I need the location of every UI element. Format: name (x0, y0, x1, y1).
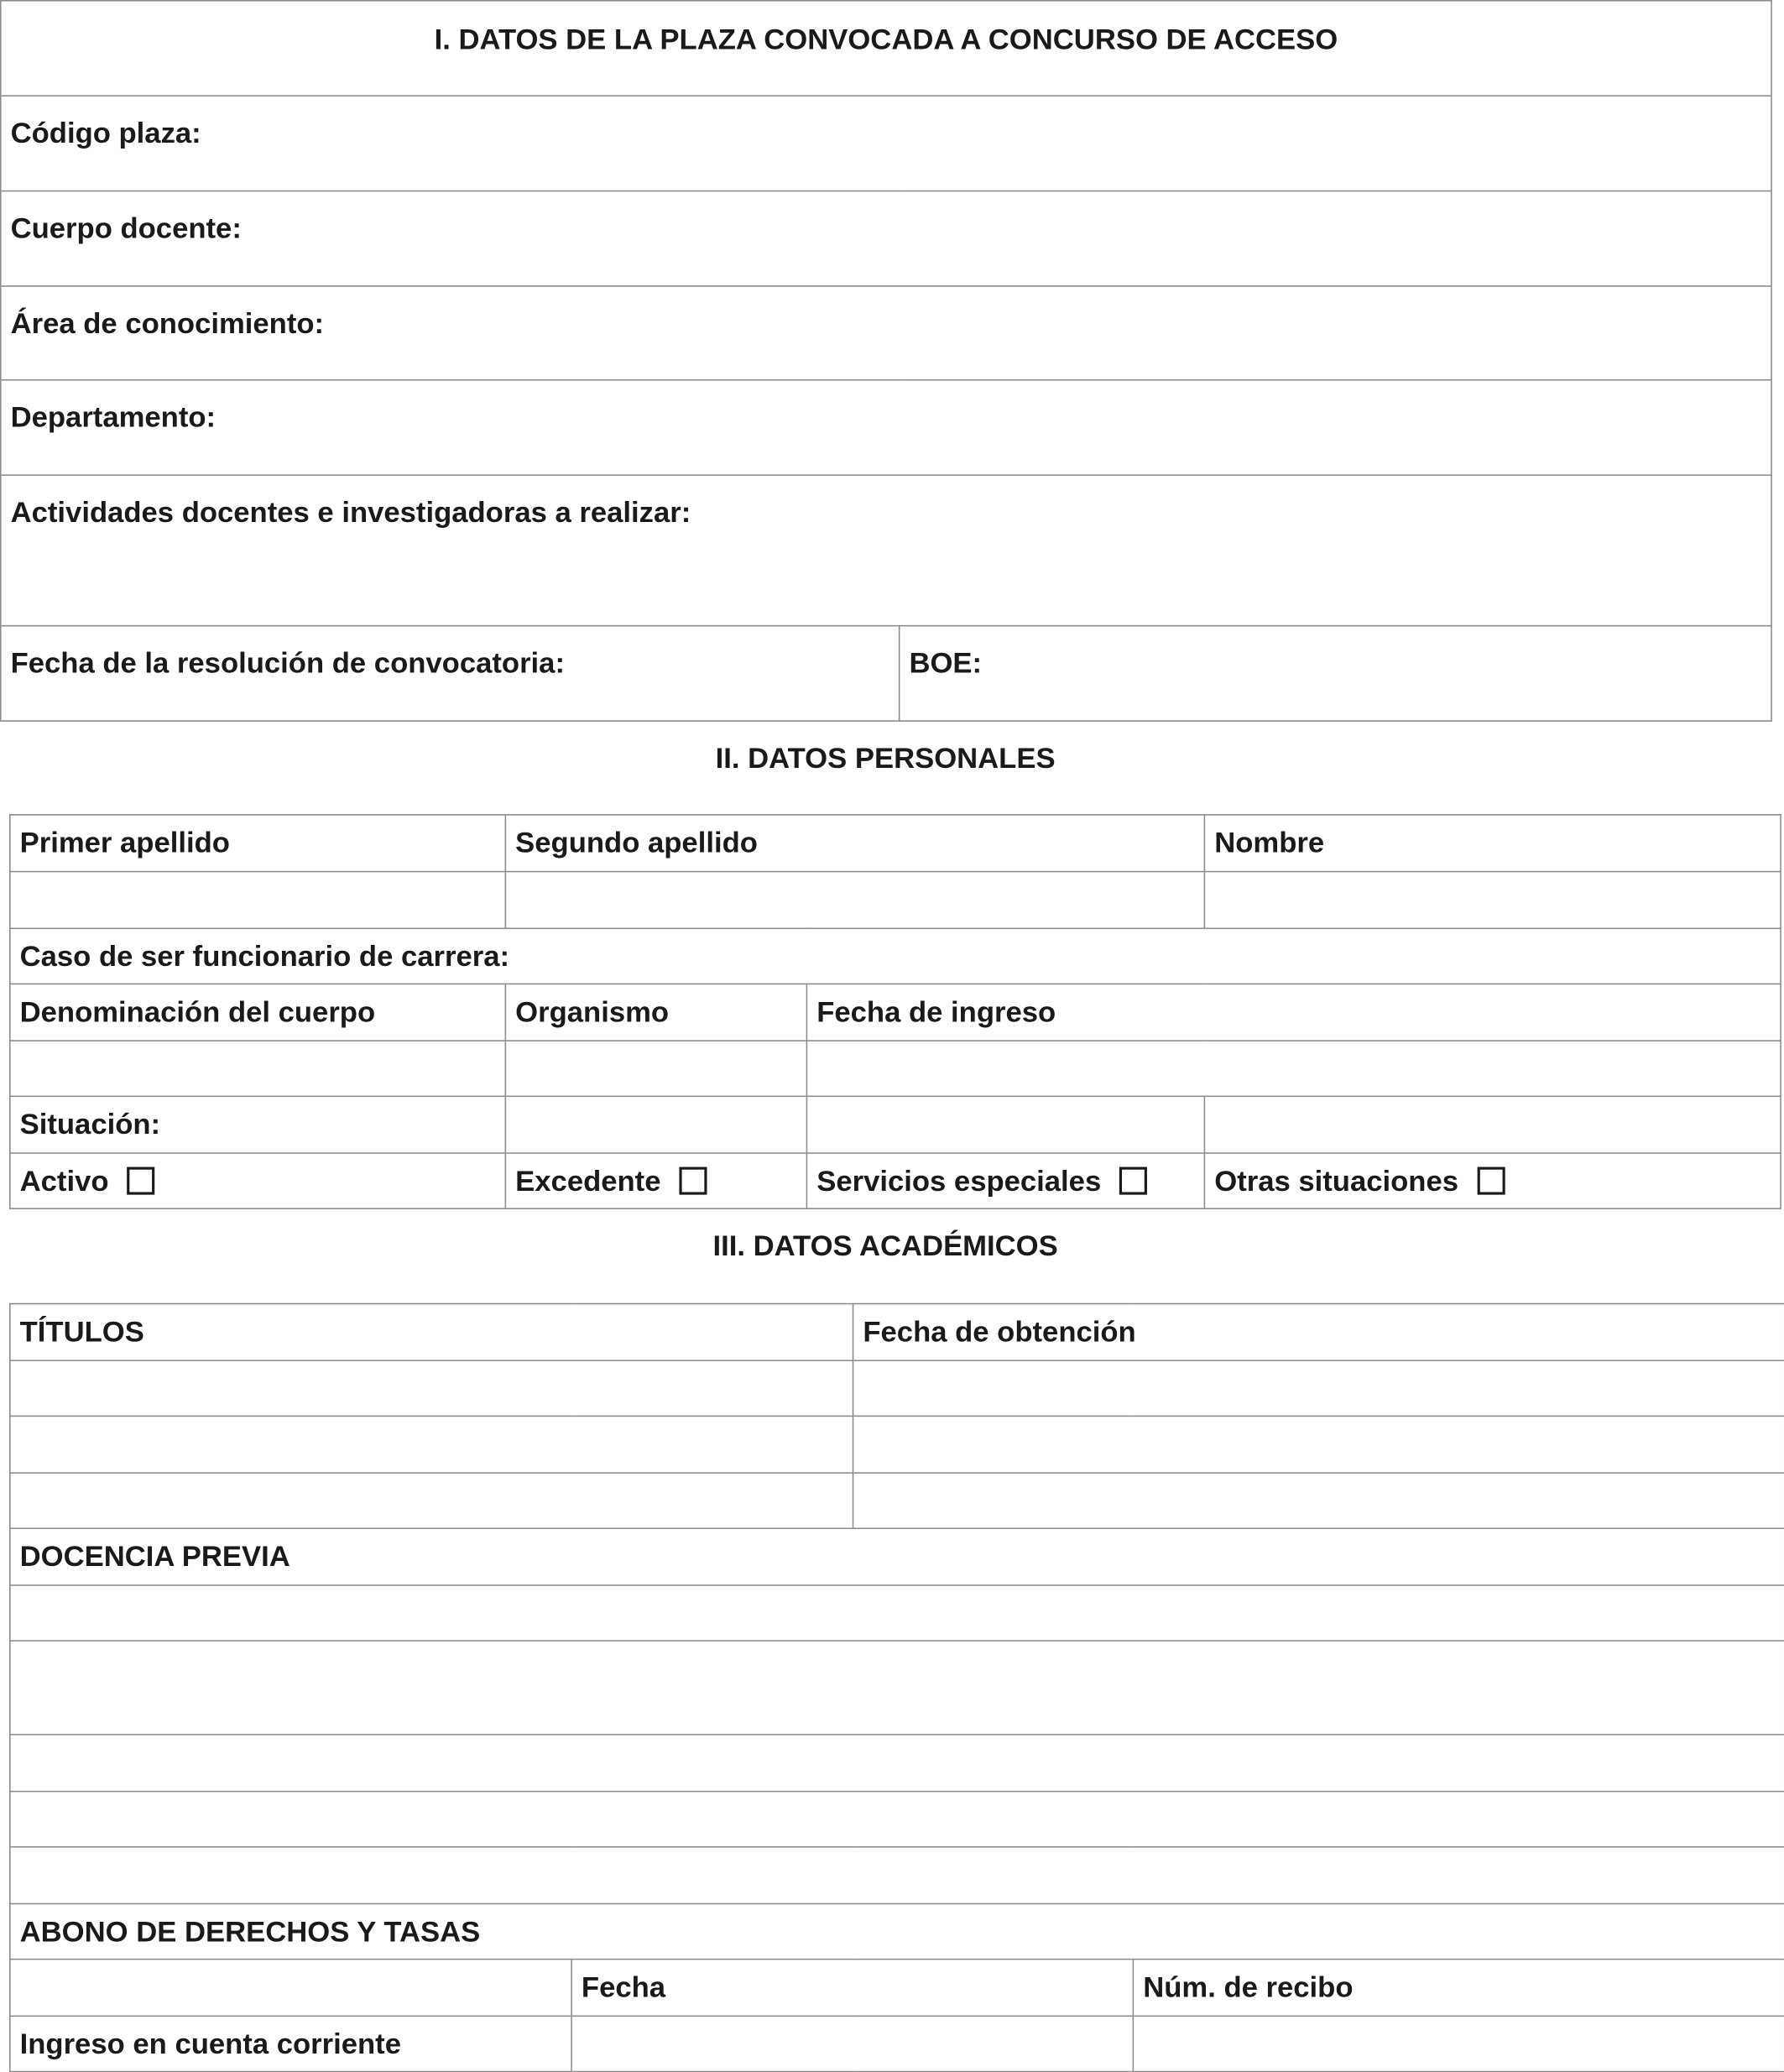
organismo-input[interactable] (505, 1041, 806, 1096)
fecha-obtencion-label: Fecha de obtención (853, 1304, 1784, 1361)
num-recibo-input[interactable] (1133, 2016, 1784, 2071)
excedente-checkbox[interactable] (680, 1166, 707, 1194)
segundo-apellido-label: Segundo apellido (505, 815, 1204, 872)
docencia-previa-input[interactable] (10, 1735, 1784, 1792)
fecha-obtencion-input[interactable] (853, 1416, 1784, 1473)
ingreso-cuenta-label: Ingreso en cuenta corriente (10, 2016, 571, 2071)
empty-cell (10, 1960, 571, 2017)
denominacion-cuerpo-label: Denominación del cuerpo (10, 984, 506, 1041)
cuerpo-docente-field[interactable]: Cuerpo docente: (1, 191, 1771, 286)
empty-cell (505, 1096, 806, 1153)
nombre-input[interactable] (1204, 872, 1781, 929)
fecha-label: Fecha (571, 1960, 1133, 2017)
section-1-title: I. DATOS DE LA PLAZA CONVOCADA A CONCURSO DE ACCESO (1, 1, 1771, 96)
abono-label: ABONO DE DERECHOS Y TASAS (10, 1903, 1784, 1959)
fecha-obtencion-input[interactable] (853, 1473, 1784, 1528)
docencia-previa-input[interactable] (10, 1585, 1784, 1641)
area-conocimiento-field[interactable]: Área de conocimiento: (1, 286, 1771, 380)
situacion-label: Situación: (10, 1096, 506, 1153)
boe-field[interactable]: BOE: (900, 626, 1771, 721)
activo-checkbox[interactable] (128, 1166, 155, 1194)
organismo-label: Organismo (505, 984, 806, 1041)
empty-cell (806, 1096, 1204, 1153)
primer-apellido-label: Primer apellido (10, 815, 506, 872)
fecha-ingreso-input[interactable] (806, 1041, 1781, 1096)
actividades-field[interactable]: Actividades docentes e investigadoras a realizar: (1, 475, 1771, 626)
fecha-input[interactable] (571, 2016, 1133, 2071)
denominacion-cuerpo-input[interactable] (10, 1041, 506, 1096)
docencia-previa-input[interactable] (10, 1792, 1784, 1847)
excedente-label: Excedente (515, 1163, 661, 1197)
section-3-title: III. DATOS ACADÉMICOS (712, 1229, 1058, 1262)
titulo-input[interactable] (10, 1416, 853, 1473)
fecha-obtencion-input[interactable] (853, 1360, 1784, 1416)
num-recibo-label: Núm. de recibo (1133, 1960, 1784, 2017)
otras-situaciones-label: Otras situaciones (1214, 1163, 1459, 1197)
departamento-field[interactable]: Departamento: (1, 380, 1771, 475)
activo-label: Activo (19, 1163, 109, 1197)
empty-cell (1204, 1096, 1781, 1153)
titulo-input[interactable] (10, 1360, 853, 1416)
personal-data-table (9, 814, 1781, 1209)
servicios-especiales-label: Servicios especiales (816, 1163, 1102, 1197)
plaza-table (0, 0, 1772, 722)
docencia-previa-input[interactable] (10, 1847, 1784, 1904)
fecha-resolucion-field[interactable]: Fecha de la resolución de convocatoria: (1, 626, 900, 721)
titulos-label: TÍTULOS (10, 1304, 853, 1361)
docencia-previa-label: DOCENCIA PREVIA (10, 1528, 1784, 1585)
titulo-input[interactable] (10, 1473, 853, 1528)
section-2-title: II. DATOS PERSONALES (715, 741, 1056, 775)
primer-apellido-input[interactable] (10, 872, 506, 929)
otras-situaciones-option (1204, 1153, 1781, 1208)
excedente-option (505, 1153, 806, 1208)
servicios-especiales-checkbox[interactable] (1119, 1166, 1147, 1194)
academic-data-table (9, 1303, 1784, 2072)
fecha-ingreso-label: Fecha de ingreso (806, 984, 1781, 1041)
codigo-plaza-field[interactable]: Código plaza: (1, 96, 1771, 190)
segundo-apellido-input[interactable] (505, 872, 1204, 929)
docencia-previa-input[interactable] (10, 1641, 1784, 1735)
otras-situaciones-checkbox[interactable] (1477, 1166, 1505, 1194)
caso-funcionario-label: Caso de ser funcionario de carrera: (10, 928, 1781, 984)
nombre-label: Nombre (1204, 815, 1781, 872)
servicios-especiales-option (806, 1153, 1204, 1208)
activo-option (10, 1153, 506, 1208)
